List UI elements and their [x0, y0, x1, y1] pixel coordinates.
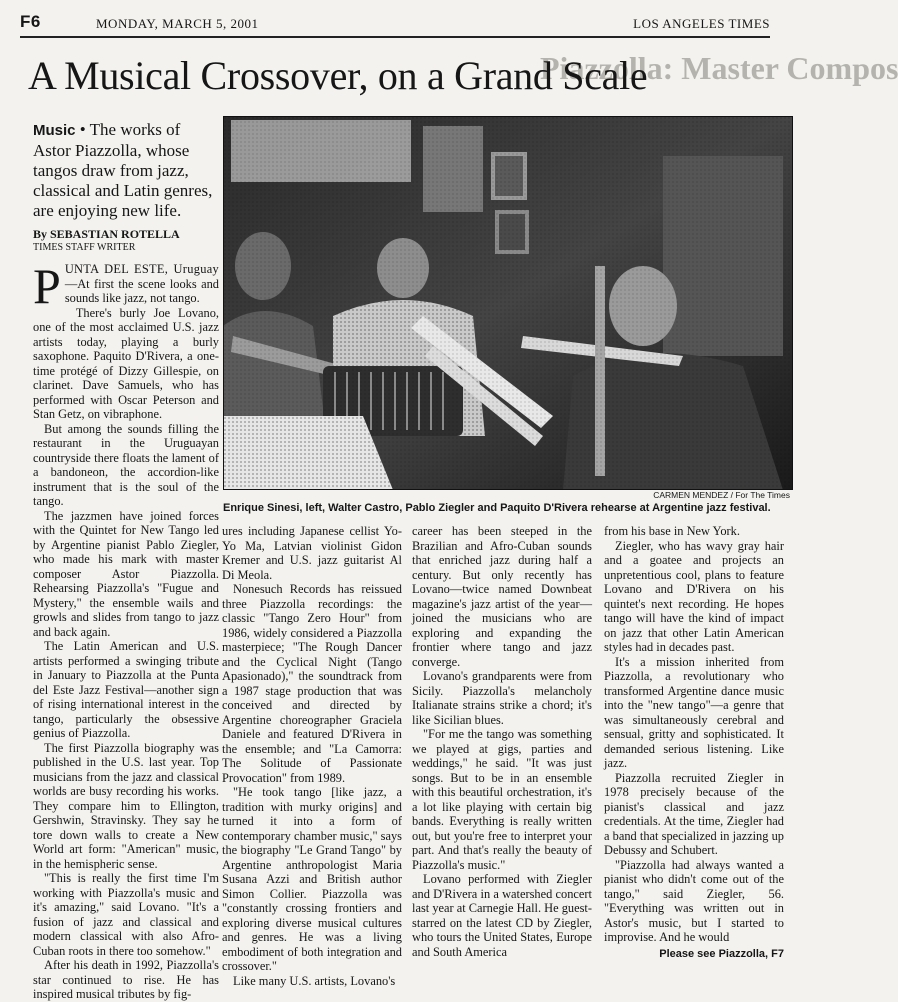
paragraph: from his base in New York.: [604, 524, 740, 538]
paragraph: ures including Japanese cellist Yo-Yo Ma, Latvian violinist Gidon Kremer and U.S. jazz guitarist Al Di Meola.: [222, 524, 402, 582]
lead-paragraph: [33, 258, 219, 314]
paragraph: career has been steeped in the Brazilian and Afro-Cuban sounds that enriched jazz during half a century. But only recently has Lovano—twice named Downbeat magazine's jazz artist of the year—joined the musicians who are exploring and expanding the frontier where tango and jazz converge.: [412, 524, 592, 669]
folio-rule: [20, 36, 770, 38]
paragraph: Ziegler, who has wavy gray hair and a goatee and projects an unpretentious cool, plans to feature Lovano and D'Rivera on his quintet's next recording. He hopes tango will have the kind of impact on jazz that other Latin American styles had in decades past.: [604, 538, 784, 654]
page-number: F6: [20, 12, 41, 31]
paragraph: "Piazzolla had always wanted a pianist who didn't come out of the tango," said Ziegler, 56. "Everything was written out in Astor's music, but I started to improvise. And he would: [604, 857, 784, 944]
bleed-through-headline: Piazzolla: Master Compos: [540, 50, 898, 86]
deck-bullet: •: [79, 120, 86, 139]
paragraph: Lovano performed with Ziegler and D'Rivera in a watershed concert last year at Carnegie Hall. He guest-starred on the latest CD by Ziegler, who tours the United States, Europe and South America: [412, 872, 592, 959]
issue-date: MONDAY, MARCH 5, 2001: [96, 16, 259, 31]
paragraph: Piazzolla recruited Ziegler in 1978 precisely because of the pianist's classical and jazz credentials. At the time, Ziegler had a band that specialized in jazzing up Debussy and Schubert.: [604, 770, 784, 857]
continuation-jump: Please see Piazzolla, F7: [659, 947, 784, 960]
newspaper-name: LOS ANGELES TIMES: [633, 16, 770, 31]
paragraph: "He took tango [like jazz, a tradition with murky origins] and turned it into a form of contemporary chamber music," says the biography "Le Grand Tango" by Argentine anthropologist Maria Susana Azzi and British author Simon Collier. Piazzolla was "constantly crossing frontiers and exploring diverse musical cultures and genres. He was a living embodiment of both integration and crossover.": [222, 785, 402, 973]
paragraph: The first Piazzolla biography was published in the U.S. last year. Top musicians from the jazz and classical worlds are busy recording his works. They compare him to Ellington, Gershwin, Stravinsky. They say he tore down walls to create a New World art form: "American" music, in the hemispheric sense.: [33, 740, 219, 871]
paragraph: "This is really the first time I'm working with Piazzolla's music and it's amazing," said Lovano. "It's a fusion of jazz and classical and modern classical with also Afro-Cuban roots in there too somehow.": [33, 871, 219, 958]
paragraph: Lovano's grandparents were from Sicily. Piazzolla's melancholy Italianate strains strike a chord; it's like Sicilian blues.: [412, 669, 592, 727]
paragraph: Nonesuch Records has reissued three Piazzolla recordings: the classic "Tango Zero Hour" from 1986, widely considered a Piazzolla masterpiece; "The Rough Dancer and the Cyclical Night (Tango Apasionado)," the soundtrack from a 1987 stage production that was conceived and directed by Argentine choreographer Graciela Daniele and featured D'Rivera in the ensemble; and "La Camorra: The Solitude of Passionate Provocation" from 1989.: [222, 582, 402, 785]
drop-cap: P: [33, 258, 61, 314]
lead-text: —At first the scene looks and sounds like jazz, not tango.: [64, 276, 219, 305]
folio-line: [20, 12, 770, 34]
dateline: UNTA DEL ESTE, Uruguay: [64, 262, 219, 276]
headline: A Musical Crossover, on a Grand Scale: [28, 53, 648, 98]
photo-caption: Enrique Sinesi, left, Walter Castro, Pablo Ziegler and Paquito D'Rivera rehearse at Argentine jazz festival.: [223, 502, 771, 514]
paragraph: After his death in 1992, Piazzolla's star continued to rise. He has inspired musical tributes by fig-: [33, 958, 219, 1001]
byline-role: TIMES STAFF WRITER: [33, 242, 136, 253]
article-column-4: [604, 524, 784, 961]
paragraph: The Latin American and U.S. artists performed a swinging tribute in January to Piazzolla at the Punta del Este Jazz Festival—another sign of rising international interest in the tango, particularly the obsessive genius of Piazzolla.: [33, 639, 219, 740]
photo-credit: CARMEN MENDEZ / For The Times: [653, 490, 790, 500]
deck-text: The works of Astor Piazzolla, whose tangos draw from jazz, classical and Latin genres, are enjoying new life.: [33, 120, 213, 220]
byline-author: By SEBASTIAN ROTELLA: [33, 227, 180, 241]
article-column-2: [222, 524, 402, 988]
deck-kicker: Music: [33, 122, 76, 139]
deck: [33, 120, 218, 221]
article-column-3: [412, 524, 592, 959]
byline: [33, 228, 218, 254]
article-column-1: [33, 258, 219, 1002]
paragraph: Like many U.S. artists, Lovano's: [233, 973, 396, 988]
paragraph: There's burly Joe Lovano, one of the most acclaimed U.S. jazz artists today, playing a burly saxophone. Paquito D'Rivera, a one-time protégé of Dizzy Gillespie, on clarinet. Dave Samuels, who has performed with Oscar Peterson and Stan Getz, on vibraphone.: [33, 305, 219, 421]
paragraph: "For me the tango was something we played at gigs, parties and weddings," he said. "It was just songs. But to be in an ensemble with this beautiful orchestration, it's a lot like playing with certain big bands. Everything is really written out, but you're free to interpret your part. And that's really the beauty of Piazzolla's music.": [412, 727, 592, 872]
paragraph: But among the sounds filling the restaurant in the Uruguayan countryside there floats the lament of a bandoneon, the accordion-like instrument that is the soul of the tango.: [33, 421, 219, 508]
paragraph: It's a mission inherited from Piazzolla, a revolutionary who transformed Argentine dance music into the "new tango"—a genre that was simultaneously cerebral and sensual, gritty and sophisticated. It demanded serious listening. Like jazz.: [604, 654, 784, 770]
rehearsal-photo: [223, 116, 793, 490]
paragraph: The jazzmen have joined forces with the Quintet for New Tango led by Argentine pianist Pablo Ziegler, who made his mark with master composer Astor Piazzolla. Rehearsing Piazzolla's "Fugue and Mystery," the ensemble wails and growls and slides from tango to jazz and back again.: [33, 508, 219, 639]
